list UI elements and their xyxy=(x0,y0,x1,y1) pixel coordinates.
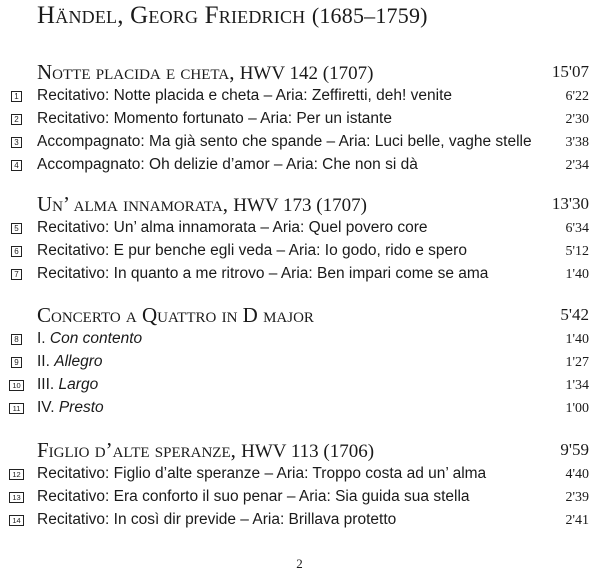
work-title xyxy=(37,303,314,328)
movement-tempo: Largo xyxy=(58,376,99,393)
track-duration: 1'40 xyxy=(565,267,589,282)
work-catalog: HWV 113 (1706) xyxy=(241,441,375,462)
work-duration: 5'42 xyxy=(560,305,589,324)
track-duration: 1'00 xyxy=(565,401,589,416)
work-section xyxy=(0,303,599,421)
movement-number: I. xyxy=(37,330,50,347)
track-row xyxy=(0,487,599,510)
movement-number: III. xyxy=(37,376,59,393)
work-title-text: Figlio d’alte speranze, xyxy=(37,438,236,462)
track-row xyxy=(0,375,599,398)
track-duration: 1'27 xyxy=(565,355,589,370)
track-title: Recitativo: E pur benche egli veda – Aria: Io godo, rido e spero xyxy=(37,242,467,259)
track-row xyxy=(0,329,599,352)
track-number: 5 xyxy=(11,223,22,234)
track-duration: 1'34 xyxy=(565,378,589,393)
work-section xyxy=(0,438,599,533)
track-number: 11 xyxy=(9,403,24,414)
work-catalog: HWV 173 (1707) xyxy=(233,195,367,216)
movement-number: IV. xyxy=(37,399,59,416)
track-duration: 3'38 xyxy=(565,135,589,150)
work-title-text: Concerto a Quattro in D major xyxy=(37,303,314,327)
track-duration: 6'34 xyxy=(565,221,589,236)
work-header xyxy=(0,60,599,86)
track-number: 9 xyxy=(11,357,22,368)
track-title: Recitativo: In quanto a me ritrovo – Aria: Ben impari come se ama xyxy=(37,265,489,282)
page-number: 2 xyxy=(296,556,303,571)
track-title xyxy=(37,399,104,417)
track-title: Accompagnato: Oh delizie d’amor – Aria: Che non si dà xyxy=(37,156,418,173)
track-duration: 4'40 xyxy=(565,467,589,482)
track-duration: 1'40 xyxy=(565,332,589,347)
work-section xyxy=(0,192,599,287)
work-title xyxy=(37,438,374,463)
track-duration: 2'39 xyxy=(565,490,589,505)
track-duration: 2'30 xyxy=(565,112,589,127)
track-row xyxy=(0,241,599,264)
composer-dates: (1685–1759) xyxy=(311,3,428,28)
composer-heading xyxy=(37,2,428,30)
track-duration: 2'34 xyxy=(565,158,589,173)
work-header xyxy=(0,303,599,329)
track-number: 6 xyxy=(11,246,22,257)
track-number: 13 xyxy=(9,492,24,503)
track-number: 12 xyxy=(9,469,24,480)
work-duration: 9'59 xyxy=(560,440,589,459)
track-row xyxy=(0,132,599,155)
track-row xyxy=(0,109,599,132)
composer-name: Händel, Georg Friedrich xyxy=(37,2,306,29)
track-row xyxy=(0,464,599,487)
work-catalog: HWV 142 (1707) xyxy=(239,63,374,84)
track-title: Accompagnato: Ma già sento che spande – Aria: Luci belle, vaghe stelle xyxy=(37,133,532,150)
track-title xyxy=(37,330,142,348)
work-section xyxy=(0,60,599,178)
track-duration: 6'22 xyxy=(565,89,589,104)
work-title xyxy=(37,60,373,85)
track-number: 14 xyxy=(9,515,24,526)
track-row xyxy=(0,155,599,178)
track-row xyxy=(0,352,599,375)
work-title-text: Un’ alma innamorata, xyxy=(37,192,228,216)
track-number: 2 xyxy=(11,114,22,125)
track-duration: 5'12 xyxy=(565,244,589,259)
track-row xyxy=(0,86,599,109)
track-title: Recitativo: Un’ alma innamorata – Aria: Quel povero core xyxy=(37,219,428,236)
track-number: 7 xyxy=(11,269,22,280)
track-title: Recitativo: Notte placida e cheta – Aria: Zeffiretti, deh! venite xyxy=(37,87,452,104)
work-duration: 15'07 xyxy=(551,62,589,81)
track-title: Recitativo: In così dir previde – Aria: Brillava protetto xyxy=(37,511,397,528)
track-row xyxy=(0,510,599,533)
track-title xyxy=(37,376,98,394)
work-title-text: Notte placida e cheta, xyxy=(37,60,235,84)
track-title xyxy=(37,353,102,371)
track-row xyxy=(0,264,599,287)
track-number: 10 xyxy=(9,380,24,391)
work-header xyxy=(0,192,599,218)
track-row xyxy=(0,218,599,241)
track-number: 1 xyxy=(11,91,22,102)
track-duration: 2'41 xyxy=(565,513,589,528)
track-number: 3 xyxy=(11,137,22,148)
work-header xyxy=(0,438,599,464)
work-duration: 13'30 xyxy=(551,194,589,213)
movement-tempo: Presto xyxy=(58,399,104,416)
track-title: Recitativo: Figlio d’alte speranze – Aria: Troppo costa ad un’ alma xyxy=(37,465,487,482)
track-number: 8 xyxy=(11,334,22,345)
track-title: Recitativo: Momento fortunato – Aria: Per un istante xyxy=(37,110,392,127)
track-title: Recitativo: Era conforto il suo penar – Aria: Sia guida sua stella xyxy=(37,488,470,505)
movement-number: II. xyxy=(37,353,55,370)
track-row xyxy=(0,398,599,421)
track-number: 4 xyxy=(11,160,22,171)
movement-tempo: Con contento xyxy=(49,330,143,347)
work-title xyxy=(37,192,367,217)
movement-tempo: Allegro xyxy=(54,353,103,370)
